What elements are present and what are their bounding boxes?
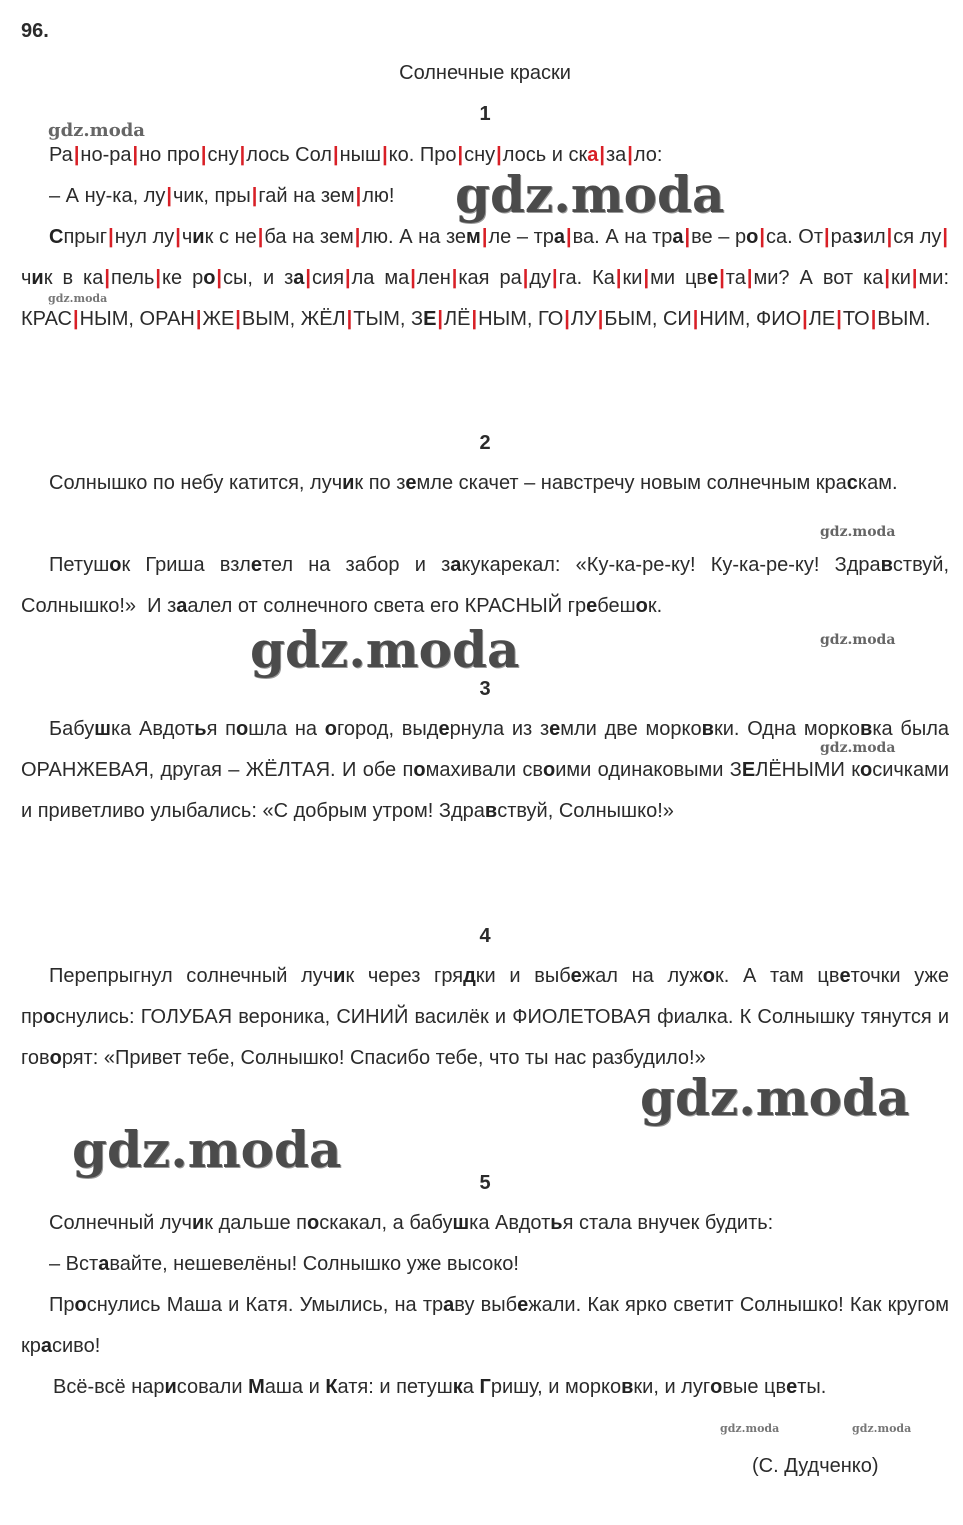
section-5-paragraph-4: Всё-всё нарисовали Маша и Катя: и петушка Гришу, и морковки, и луговые цветы. [53,1376,827,1398]
section-1-paragraph-1: Ра|но-ра|но про|сну|лось Сол|ныш|ко. Про|сну|лось и ска|за|ло: [49,144,663,166]
watermark: gdz.moda [720,1422,780,1435]
watermark: gdz.moda [852,1422,912,1435]
section-1-paragraph-2: – А ну-ка, лу|чик, пры|гай на зем|лю! [49,185,395,207]
watermark: gdz.moda [72,1120,342,1179]
section-5-paragraph-3: Проснулись Маша и Катя. Умылись, на траву выбежали. Как ярко светит Солнышко! Как кругом красиво! [21,1294,950,1357]
watermark: gdz.moda [455,165,725,224]
watermark: gdz.moda [250,620,520,679]
section-heading-1: 1 [479,103,491,125]
section-3-paragraph-1: Бабушка Авдотья пошла на огород, выдернула из земли две морковки. Одна морковка была ОРАНЖЕВАЯ, другая – ЖЁЛТАЯ. И обе помахивали своими одинаковыми ЗЕЛЁНЫМИ косичками и приветливо улыбались: «С добрым утром! Здравствуй, Солнышко!» [21,718,950,822]
watermark: gdz.moda [820,740,896,756]
watermark: gdz.moda [48,120,145,141]
watermark: gdz.moda [640,1068,910,1127]
section-heading-5: 5 [479,1172,491,1194]
section-5-paragraph-2: – Вставайте, нешевелёны! Солнышко уже высоко! [49,1253,519,1275]
watermark: gdz.moda [820,524,896,540]
watermark: gdz.moda [48,292,108,305]
section-5-paragraph-1: Солнечный лучик дальше поскакал, а бабушка Авдотья стала внучек будить: [49,1212,774,1234]
watermark: gdz.moda [820,632,896,648]
section-2-paragraph-2: Петушок Гриша взлетел на забор и закукарекал: «Ку-ка-ре-ку! Ку-ка-ре-ку! Здравствуй, Солнышко!» И заалел от солнечного света его КРАСНЫЙ гребешок. [21,554,949,617]
page-title: Солнечные краски [399,62,571,84]
section-2-paragraph-1: Солнышко по небу катится, лучик по земле скачет – навстречу новым солнечным краскам. [49,472,898,494]
section-heading-3: 3 [479,678,491,700]
section-heading-4: 4 [479,925,491,947]
section-1-paragraph-3: Спрыг|нул лу|чик с не|ба на зем|лю. А на зем|ле – тра|ва. А на тра|ве – ро|са. От|разил|ся лу|чик в ка|пель|ке ро|сы, и за|сия|ла ма|лен|кая ра|ду|га. Ка|ки|ми цве|та|ми? А вот ка|ки|ми: КРАС|НЫМ, ОРАН|ЖЕ|ВЫМ, ЖЁЛ|ТЫМ, ЗЕ|ЛЁ|НЫМ, ГО|ЛУ|БЫМ, СИ|НИМ, ФИО|ЛЕ|ТО|ВЫМ. [21,226,949,330]
author-signature: (С. Дудченко) [752,1455,879,1477]
section-heading-2: 2 [479,432,491,454]
section-4-paragraph-1: Перепрыгнул солнечный лучик через грядки и выбежал на лужок. А там цветочки уже проснулись: ГОЛУБАЯ вероника, СИНИЙ василёк и ФИОЛЕТОВАЯ фиалка. К Солнышку тянутся и говорят: «Привет тебе, Солнышко! Спасибо тебе, что ты нас разбудило!» [21,965,949,1069]
exercise-number: 96. [21,20,49,42]
